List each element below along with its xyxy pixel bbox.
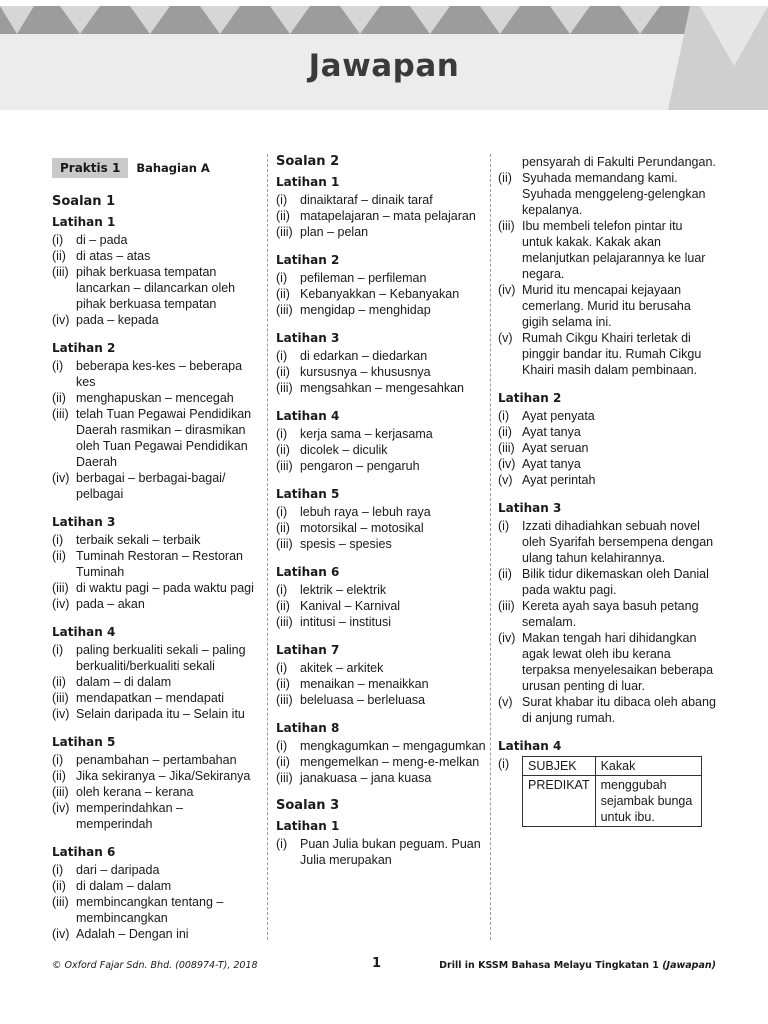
latihan-heading: Latihan 6 [276, 565, 340, 579]
latihan-heading: Latihan 8 [276, 721, 340, 735]
answer-item: (iii) oleh kerana – kerana [52, 785, 194, 799]
answer-item: (ii) dalam – di dalam [52, 675, 172, 689]
table-cell-key: PREDIKAT [523, 776, 596, 827]
latihan-heading: Latihan 4 [52, 625, 116, 639]
answer-item: (ii) mengemelkan – meng-e-melkan [276, 755, 480, 769]
answer-item: (iii) membincangkan tentang – membincangkan [52, 895, 224, 925]
answer-item: (ii) di atas – atas [52, 249, 151, 263]
c2-latihan-1 [276, 174, 488, 240]
answer-item: (iii) telah Tuan Pegawai Pendidikan Daerah rasmikan – dirasmikan oleh Tuan Pegawai Pendidikan Daerah [52, 407, 252, 469]
answer-item: (iii) pengaron – pengaruh [276, 459, 420, 473]
answer-item: (iii) mengsahkan – mengesahkan [276, 381, 465, 395]
answer-item: (ii) Tuminah Restoran – Restoran Tuminah [52, 549, 243, 579]
answer-item: (v) Ayat perintah [498, 473, 596, 487]
latihan-heading: Latihan 5 [276, 487, 340, 501]
answer-item: (i) Puan Julia bukan peguam. Puan Julia merupakan [276, 837, 481, 867]
answer-item: (i) Ayat penyata [498, 409, 595, 423]
answer-item: (i) terbaik sekali – terbaik [52, 533, 201, 547]
latihan-heading: Latihan 3 [498, 501, 562, 515]
answer-item: (iii) Ibu membeli telefon pintar itu untuk kakak. Kakak akan melanjutkan pelajarannya ke luar negara. [498, 219, 706, 281]
latihan-heading: Latihan 6 [52, 845, 116, 859]
c2-latihan-6 [276, 564, 488, 630]
table-cell-value: menggubah sejambak bunga untuk ibu. [595, 776, 701, 827]
answer-item: (i) di edarkan – diedarkan [276, 349, 428, 363]
bahagian-label: Bahagian A [136, 161, 210, 175]
latihan-heading: Latihan 1 [276, 819, 340, 833]
c1-latihan-1 [52, 214, 260, 328]
answer-item: (iv) Ayat tanya [498, 457, 581, 471]
c2-latihan-7 [276, 642, 488, 708]
table-row [523, 757, 702, 776]
answer-item: (iv) berbagai – berbagai-bagai/ pelbagai [52, 471, 226, 501]
page-title: Jawapan [308, 48, 460, 84]
continued-text: pensyarah di Fakulti Perundangan. [522, 155, 716, 169]
praktis-label: Praktis 1 [52, 158, 128, 178]
c2-latihan-3 [276, 330, 488, 396]
answer-item: (ii) menghapuskan – mencegah [52, 391, 234, 405]
page-footer [52, 956, 716, 972]
latihan-heading: Latihan 3 [276, 331, 340, 345]
praktis-heading [52, 158, 260, 178]
answer-item: (iv) pada – akan [52, 597, 145, 611]
soalan-1-heading: Soalan 1 [52, 194, 116, 209]
answer-item: (iii) Kereta ayah saya basuh petang semalam. [498, 599, 699, 629]
answer-item: (i) beberapa kes-kes – beberapa kes [52, 359, 243, 389]
answer-item: (i) SUBJEK Kakak PREDIKAT menggubah sejambak bunga untuk ibu. [498, 756, 716, 827]
latihan-heading: Latihan 1 [52, 215, 116, 229]
c2-latihan-2 [276, 252, 488, 318]
answer-item: (v) Rumah Cikgu Khairi terletak di pinggir bandar itu. Rumah Cikgu Khairi masih dalam pembinaan. [498, 331, 702, 377]
answer-item: (iii) intitusi – institusi [276, 615, 392, 629]
answer-item: (ii) di dalam – dalam [52, 879, 172, 893]
answer-item: (iii) mengidap – menghidap [276, 303, 431, 317]
latihan-heading: Latihan 5 [52, 735, 116, 749]
table-row [523, 776, 702, 827]
c2-latihan-8 [276, 720, 488, 786]
answer-item: (ii) menaikan – menaikkan [276, 677, 429, 691]
table-cell-key: SUBJEK [523, 757, 596, 776]
answer-item: (ii) Ayat tanya [498, 425, 581, 439]
answer-item: (iv) Murid itu mencapai kejayaan cemerlang. Murid itu berusaha gigih selama ini. [498, 283, 691, 329]
answer-item: (ii) Kanival – Karnival [276, 599, 401, 613]
c3-latihan-3 [498, 500, 716, 726]
answer-item: (iv) Makan tengah hari dihidangkan agak lewat oleh ibu kerana terpaksa menyelesaikan beberapa urusan penting di luar. [498, 631, 714, 693]
answer-item: (iv) Adalah – Dengan ini [52, 927, 189, 941]
latihan-heading: Latihan 3 [52, 515, 116, 529]
c2-latihan-4 [276, 408, 488, 474]
column-1 [52, 154, 260, 954]
answer-item: (iii) di waktu pagi – pada waktu pagi [52, 581, 254, 595]
answer-item: (i) dari – daripada [52, 863, 160, 877]
c3-latihan-1-cont [498, 170, 716, 378]
c3-latihan-2 [498, 390, 716, 488]
answer-item: (ii) Syuhada memandang kami. Syuhada menggeleng-gelengkan kepalanya. [498, 171, 706, 217]
answer-item: (ii) dicolek – diculik [276, 443, 388, 457]
column-2 [276, 154, 488, 880]
answer-item: (iii) Ayat seruan [498, 441, 589, 455]
answer-item: (ii) matapelajaran – mata pelajaran [276, 209, 476, 223]
soalan-2-heading: Soalan 2 [276, 154, 340, 169]
latihan-heading: Latihan 2 [276, 253, 340, 267]
answer-item: (i) Izzati dihadiahkan sebuah novel oleh Syarifah bersempena dengan ulang tahun kelahirannya. [498, 519, 714, 565]
answer-item: (i) lektrik – elektrik [276, 583, 387, 597]
c3-latihan-4 [498, 738, 716, 827]
answer-item: (i) penambahan – pertambahan [52, 753, 237, 767]
answer-item: (i) lebuh raya – lebuh raya [276, 505, 431, 519]
answer-item: (i) mengkagumkan – mengagumkan [276, 739, 486, 753]
column-3 [498, 154, 716, 839]
answer-item: (iii) pihak berkuasa tempatan lancarkan – dilancarkan oleh pihak berkuasa tempatan [52, 265, 236, 311]
column-divider-1 [267, 154, 268, 940]
answer-item: (ii) Bilik tidur dikemaskan oleh Danial pada waktu pagi. [498, 567, 709, 597]
c1-latihan-2 [52, 340, 260, 502]
table-cell-value: Kakak [595, 757, 701, 776]
answer-item: (ii) motorsikal – motosikal [276, 521, 424, 535]
book-title: Drill in KSSM Bahasa Melayu Tingkatan 1 (Jawapan) [439, 960, 716, 971]
copyright-text: © Oxford Fajar Sdn. Bhd. (008974-T), 2018 [52, 960, 258, 971]
answer-item: (i) di – pada [52, 233, 128, 247]
page-number: 1 [372, 956, 382, 971]
answer-item: (iii) mendapatkan – mendapati [52, 691, 225, 705]
answer-item: (i) akitek – arkitek [276, 661, 384, 675]
answer-item: (i) paling berkualiti sekali – paling berkualiti/berkualiti sekali [52, 643, 246, 673]
c2-s3-latihan-1 [276, 818, 488, 868]
latihan-heading: Latihan 7 [276, 643, 340, 657]
latihan-heading: Latihan 4 [276, 409, 340, 423]
answer-item: (iv) Selain daripada itu – Selain itu [52, 707, 245, 721]
answer-item: (iv) pada – kepada [52, 313, 159, 327]
latihan-heading: Latihan 1 [276, 175, 340, 189]
latihan-heading: Latihan 2 [498, 391, 562, 405]
header-band [0, 6, 768, 110]
answer-table [522, 756, 702, 827]
answer-item: (i) pefileman – perfileman [276, 271, 427, 285]
answer-item: (iii) janakuasa – jana kuasa [276, 771, 432, 785]
c1-latihan-3 [52, 514, 260, 612]
latihan-heading: Latihan 2 [52, 341, 116, 355]
c1-latihan-6 [52, 844, 260, 942]
c1-latihan-5 [52, 734, 260, 832]
answer-item: (ii) Jika sekiranya – Jika/Sekiranya [52, 769, 251, 783]
c1-latihan-4 [52, 624, 260, 722]
c2-latihan-5 [276, 486, 488, 552]
latihan-heading: Latihan 4 [498, 739, 562, 753]
answer-item: (v) Surat khabar itu dibaca oleh abang di anjung rumah. [498, 695, 716, 725]
column-divider-2 [490, 154, 491, 940]
answer-item: (iv) memperindahkan – memperindah [52, 801, 184, 831]
answer-item: (ii) kursusnya – khususnya [276, 365, 431, 379]
answer-item: (i) dinaiktaraf – dinaik taraf [276, 193, 433, 207]
answer-item: (iii) spesis – spesies [276, 537, 392, 551]
answer-item: (iii) beleluasa – berleluasa [276, 693, 426, 707]
answer-item: (iii) plan – pelan [276, 225, 369, 239]
answer-item: (i) kerja sama – kerjasama [276, 427, 433, 441]
answer-item: (ii) Kebanyakkan – Kebanyakan [276, 287, 460, 301]
soalan-3-heading: Soalan 3 [276, 798, 340, 813]
